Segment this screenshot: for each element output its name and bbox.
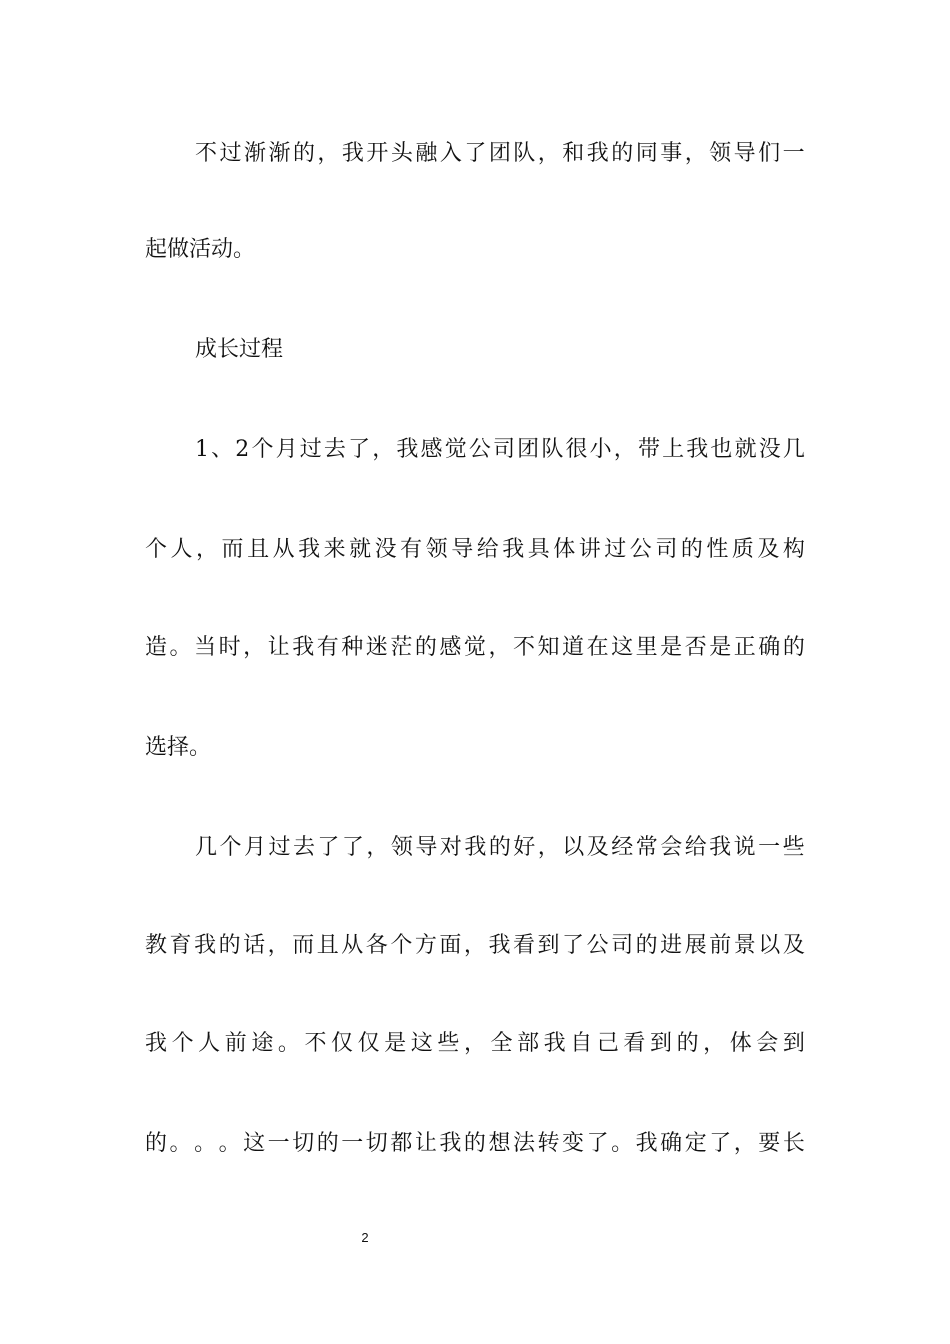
text-glyph: 知 <box>537 635 560 660</box>
text-glyph: 是 <box>660 635 683 660</box>
text-glyph: 道 <box>562 635 585 660</box>
text-glyph: 不 <box>304 1031 327 1056</box>
text-glyph: 变 <box>562 1131 585 1156</box>
text-glyph: 领 <box>709 141 732 166</box>
text-glyph: 我 <box>298 537 321 562</box>
text-glyph: 我 <box>502 537 525 562</box>
text-glyph: 当 <box>194 635 217 660</box>
text-glyph: 我 <box>341 141 364 166</box>
text-glyph: 前 <box>224 1031 247 1056</box>
text-glyph: 教 <box>145 933 168 958</box>
text-glyph: 一 <box>341 1131 364 1156</box>
text-glyph: 感 <box>439 635 462 660</box>
text-glyph: 了 <box>464 141 487 166</box>
text-glyph: 很 <box>565 437 588 462</box>
text-glyph: 给 <box>684 835 707 860</box>
text-glyph: 我 <box>145 1031 168 1056</box>
text-line <box>195 430 805 470</box>
text-glyph: 渐 <box>268 141 291 166</box>
text-glyph: 了 <box>348 437 371 462</box>
text-glyph: 一 <box>782 141 805 166</box>
text-glyph: 上 <box>662 437 685 462</box>
text-glyph: 茫 <box>390 635 413 660</box>
text-glyph: 常 <box>635 835 658 860</box>
text-glyph: 。 <box>169 635 192 660</box>
text-glyph: 性 <box>706 537 729 562</box>
text-glyph: 月 <box>275 437 298 462</box>
text-glyph: 的 <box>488 835 511 860</box>
text-glyph: 些 <box>782 835 805 860</box>
text-glyph: 否 <box>684 635 707 660</box>
page-number: 2 <box>361 1230 369 1245</box>
text-glyph: ， <box>613 437 636 462</box>
text-glyph: 去 <box>292 835 315 860</box>
text-glyph: 这 <box>410 1031 433 1056</box>
text-glyph: 了 <box>562 933 585 958</box>
text-glyph: 正 <box>733 635 756 660</box>
text-glyph: 。 <box>611 1131 634 1156</box>
text-glyph: 融 <box>415 141 438 166</box>
text-glyph: 的 <box>292 141 315 166</box>
text-glyph: 的 <box>218 933 241 958</box>
text-glyph: 导 <box>733 141 756 166</box>
text-glyph: 这 <box>611 635 634 660</box>
text-glyph: 质 <box>731 537 754 562</box>
text-glyph: ， <box>537 835 560 860</box>
text-glyph: 而 <box>292 933 315 958</box>
text-glyph: 的 <box>635 933 658 958</box>
text-glyph: 己 <box>596 1031 619 1056</box>
text-glyph: 我 <box>709 835 732 860</box>
text-glyph: 展 <box>684 933 707 958</box>
text-glyph: 个 <box>145 537 168 562</box>
text-glyph: 各 <box>365 933 388 958</box>
text-glyph: 到 <box>782 1031 805 1056</box>
text-glyph: ， <box>372 437 395 462</box>
text-glyph: 前 <box>709 933 732 958</box>
text-glyph: 里 <box>635 635 658 660</box>
text-glyph: 的 <box>782 635 805 660</box>
text-glyph: 仅 <box>357 1031 380 1056</box>
text-glyph: 长 <box>782 1131 805 1156</box>
text-glyph: 切 <box>292 1131 315 1156</box>
text-glyph: 去 <box>323 437 346 462</box>
text-glyph: 会 <box>756 1031 779 1056</box>
text-glyph: 我 <box>292 635 315 660</box>
text-glyph: 我 <box>464 835 487 860</box>
text-glyph: ， <box>684 141 707 166</box>
text-glyph: 不 <box>512 635 535 660</box>
text-glyph: 领 <box>425 537 448 562</box>
text-glyph: 及 <box>782 933 805 958</box>
text-glyph: 育 <box>169 933 192 958</box>
text-glyph: 我 <box>543 1031 566 1056</box>
text-glyph: 景 <box>733 933 756 958</box>
text-glyph: 、 <box>211 437 234 462</box>
text-glyph: 以 <box>562 835 585 860</box>
text-glyph: 的 <box>414 635 437 660</box>
text-glyph: 是 <box>384 1031 407 1056</box>
text-glyph: 了 <box>586 1131 609 1156</box>
text-glyph: 感 <box>420 437 443 462</box>
text-glyph: 切 <box>365 1131 388 1156</box>
text-glyph: 的 <box>680 537 703 562</box>
text-glyph: ， <box>463 1031 486 1056</box>
text-glyph: 没 <box>374 537 397 562</box>
text-glyph: 带 <box>637 437 660 462</box>
text-glyph: 过 <box>219 141 242 166</box>
text-glyph: ， <box>196 537 219 562</box>
text-glyph: 事 <box>660 141 683 166</box>
text-line: 起做活动。 <box>145 237 256 262</box>
text-glyph: 就 <box>734 437 757 462</box>
text-glyph: 仅 <box>331 1031 354 1056</box>
text-glyph: 说 <box>733 835 756 860</box>
text-glyph: 几 <box>195 835 218 860</box>
text-glyph: 到 <box>537 933 560 958</box>
text-line <box>195 134 805 174</box>
text-glyph: 了 <box>341 835 364 860</box>
text-glyph: 团 <box>517 437 540 462</box>
text-glyph: 从 <box>341 933 364 958</box>
text-glyph: 就 <box>349 537 372 562</box>
text-glyph: 个 <box>171 1031 194 1056</box>
text-glyph: 个 <box>219 835 242 860</box>
text-glyph: 及 <box>757 537 780 562</box>
text-glyph: 司 <box>493 437 516 462</box>
text-glyph: 且 <box>316 933 339 958</box>
text-glyph: 同 <box>635 141 658 166</box>
text-glyph: 及 <box>586 835 609 860</box>
text-glyph: 自 <box>570 1031 593 1056</box>
text-glyph: ， <box>243 635 266 660</box>
text-glyph: 公 <box>629 537 652 562</box>
text-glyph: 造 <box>145 635 168 660</box>
text-glyph: 过 <box>604 537 627 562</box>
text-glyph: 一 <box>267 1131 290 1156</box>
text-glyph: 过 <box>268 835 291 860</box>
text-glyph: 迷 <box>365 635 388 660</box>
text-line <box>145 1124 805 1164</box>
text-glyph: 到 <box>649 1031 672 1056</box>
text-glyph: 了 <box>317 835 340 860</box>
text-glyph: 我 <box>396 437 419 462</box>
text-glyph: ， <box>366 835 389 860</box>
text-glyph: 来 <box>323 537 346 562</box>
text-glyph: 好 <box>513 835 536 860</box>
text-glyph: 让 <box>267 635 290 660</box>
text-glyph: 。 <box>169 1131 192 1156</box>
text-glyph: 导 <box>451 537 474 562</box>
text-glyph: 时 <box>218 635 241 660</box>
text-glyph: 开 <box>366 141 389 166</box>
text-glyph: 司 <box>655 537 678 562</box>
text-glyph: 月 <box>243 835 266 860</box>
text-glyph: ， <box>463 933 486 958</box>
text-glyph: 种 <box>341 635 364 660</box>
text-glyph: 觉 <box>444 437 467 462</box>
text-glyph: 且 <box>247 537 270 562</box>
text-glyph: 从 <box>272 537 295 562</box>
text-glyph: 转 <box>537 1131 560 1156</box>
text-glyph: 和 <box>562 141 585 166</box>
text-glyph: 导 <box>415 835 438 860</box>
text-glyph: 头 <box>390 141 413 166</box>
text-glyph: 队 <box>541 437 564 462</box>
text-glyph: 小 <box>589 437 612 462</box>
text-glyph: 定 <box>684 1131 707 1156</box>
text-glyph: 的 <box>145 1131 168 1156</box>
text-glyph: 讲 <box>578 537 601 562</box>
text-glyph: 些 <box>437 1031 460 1056</box>
text-glyph: 我 <box>439 1131 462 1156</box>
text-glyph: 我 <box>194 933 217 958</box>
text-glyph: 这 <box>243 1131 266 1156</box>
text-glyph: ， <box>537 141 560 166</box>
text-glyph: 人 <box>170 537 193 562</box>
text-glyph: 司 <box>611 933 634 958</box>
text-glyph: 对 <box>439 835 462 860</box>
text-glyph: 有 <box>400 537 423 562</box>
text-line <box>145 1024 805 1064</box>
text-glyph: 们 <box>758 141 781 166</box>
text-glyph: 面 <box>439 933 462 958</box>
text-glyph: 。 <box>218 1131 241 1156</box>
text-glyph: 确 <box>660 1131 683 1156</box>
text-glyph: 我 <box>686 437 709 462</box>
text-glyph: 给 <box>476 537 499 562</box>
text-glyph: 体 <box>729 1031 752 1056</box>
text-glyph: 的 <box>611 141 634 166</box>
text-glyph: 个 <box>390 933 413 958</box>
text-glyph: 都 <box>390 1131 413 1156</box>
text-glyph: 一 <box>758 835 781 860</box>
text-glyph: 看 <box>623 1031 646 1056</box>
text-glyph: 没 <box>758 437 781 462</box>
text-glyph: ， <box>733 1131 756 1156</box>
text-glyph: 的 <box>463 1131 486 1156</box>
text-glyph: ， <box>317 141 340 166</box>
text-glyph: 经 <box>611 835 634 860</box>
text-glyph: 看 <box>512 933 535 958</box>
text-glyph: 确 <box>758 635 781 660</box>
text-glyph: 以 <box>758 933 781 958</box>
text-glyph: 不 <box>195 141 218 166</box>
text-glyph: 在 <box>586 635 609 660</box>
text-glyph: 要 <box>758 1131 781 1156</box>
text-glyph: 渐 <box>243 141 266 166</box>
text-glyph: 。 <box>194 1131 217 1156</box>
text-glyph: 具 <box>527 537 550 562</box>
text-glyph: 构 <box>782 537 805 562</box>
text-glyph: ， <box>488 635 511 660</box>
text-glyph: 。 <box>277 1031 300 1056</box>
text-glyph: 过 <box>299 437 322 462</box>
text-glyph: ， <box>267 933 290 958</box>
text-glyph: 的 <box>316 1131 339 1156</box>
text-glyph: 2 <box>235 437 250 462</box>
text-glyph: 的 <box>676 1031 699 1056</box>
text-glyph: 几 <box>782 437 805 462</box>
text-line <box>145 530 805 570</box>
text-line <box>195 828 805 868</box>
text-glyph: 入 <box>439 141 462 166</box>
text-line <box>145 926 805 966</box>
text-glyph: 体 <box>553 537 576 562</box>
text-glyph: 领 <box>390 835 413 860</box>
text-glyph: 是 <box>709 635 732 660</box>
text-glyph: 而 <box>221 537 244 562</box>
text-glyph: 公 <box>586 933 609 958</box>
text-glyph: 进 <box>660 933 683 958</box>
text-glyph: 1 <box>195 437 209 462</box>
text-line <box>145 628 805 668</box>
text-glyph: 觉 <box>463 635 486 660</box>
text-line: 选择。 <box>145 735 212 760</box>
text-glyph: 部 <box>517 1031 540 1056</box>
text-glyph: 法 <box>512 1131 535 1156</box>
text-glyph: 也 <box>710 437 733 462</box>
text-glyph: 全 <box>490 1031 513 1056</box>
text-glyph: 团 <box>488 141 511 166</box>
text-glyph: 人 <box>198 1031 221 1056</box>
section-heading: 成长过程 <box>195 337 284 362</box>
text-glyph: 想 <box>488 1131 511 1156</box>
text-glyph: 让 <box>414 1131 437 1156</box>
text-glyph: 公 <box>468 437 491 462</box>
text-glyph: 我 <box>488 933 511 958</box>
text-glyph: 途 <box>251 1031 274 1056</box>
text-glyph: 会 <box>660 835 683 860</box>
text-glyph: 方 <box>414 933 437 958</box>
text-glyph: 个 <box>251 437 274 462</box>
text-glyph: 我 <box>586 141 609 166</box>
text-glyph: 我 <box>635 1131 658 1156</box>
text-glyph: 话 <box>243 933 266 958</box>
text-glyph: ， <box>703 1031 726 1056</box>
text-glyph: 了 <box>709 1131 732 1156</box>
text-glyph: 队 <box>513 141 536 166</box>
text-glyph: 有 <box>316 635 339 660</box>
